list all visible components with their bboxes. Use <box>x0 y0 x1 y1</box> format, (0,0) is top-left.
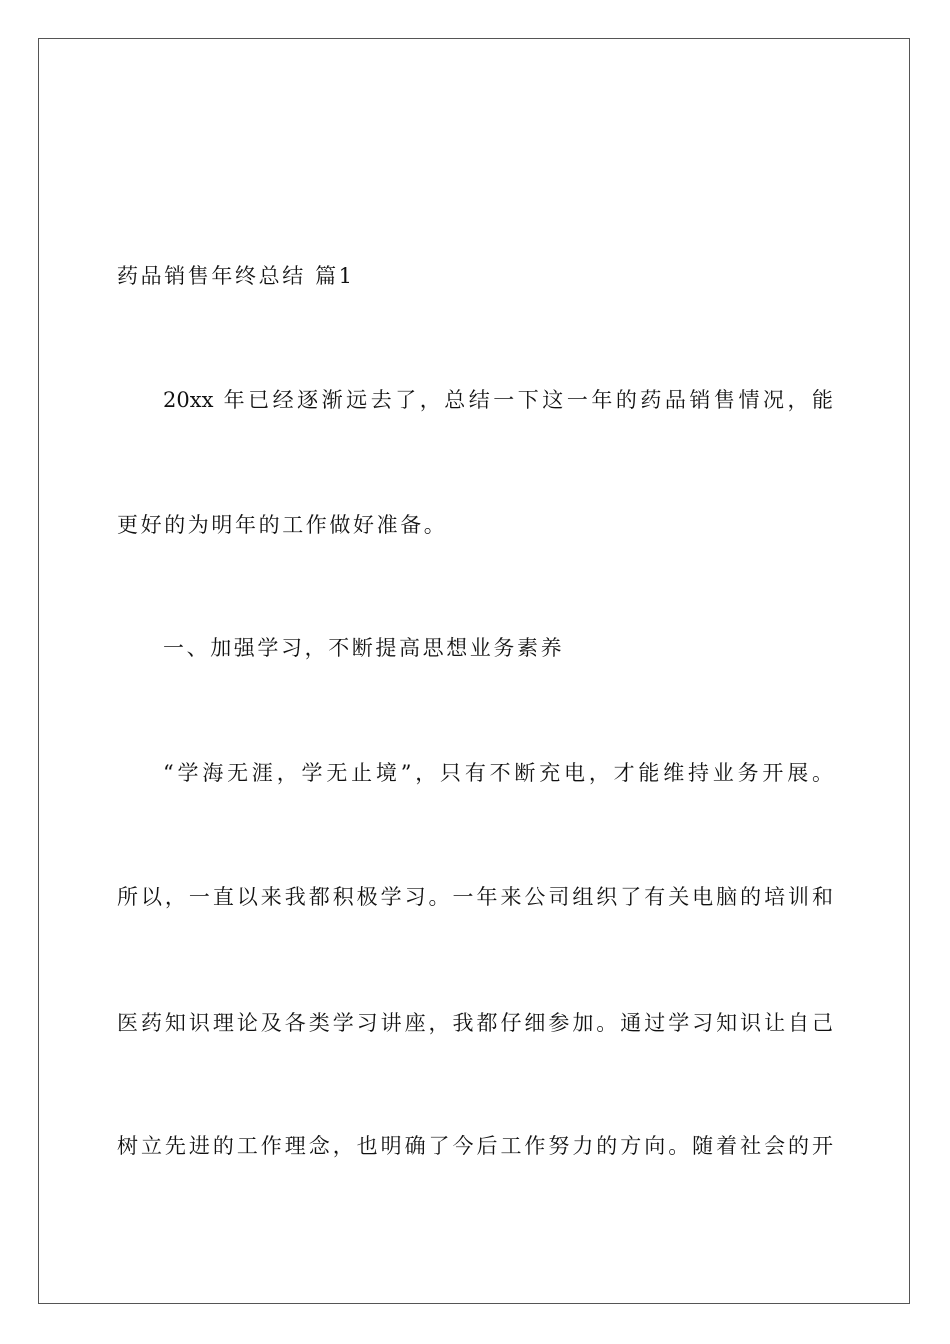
paragraph-line: 所以，一直以来我都积极学习。一年来公司组织了有关电脑的培训和 <box>117 885 833 909</box>
section-heading: 一、加强学习，不断提高思想业务素养 <box>163 636 565 660</box>
paragraph-line: 更好的为明年的工作做好准备。 <box>117 513 448 537</box>
page-border <box>38 38 910 1304</box>
paragraph-line: 树立先进的工作理念，也明确了今后工作努力的方向。随着社会的开 <box>117 1134 833 1158</box>
paragraph-line: 医药知识理论及各类学习讲座，我都仔细参加。通过学习知识让自己 <box>117 1011 833 1035</box>
paragraph-line: 20xx 年已经逐渐远去了，总结一下这一年的药品销售情况，能 <box>163 388 833 412</box>
paragraph-line: “学海无涯，学无止境”，只有不断充电，才能维持业务开展。 <box>163 761 833 785</box>
document-title: 药品销售年终总结 篇1 <box>117 264 355 288</box>
